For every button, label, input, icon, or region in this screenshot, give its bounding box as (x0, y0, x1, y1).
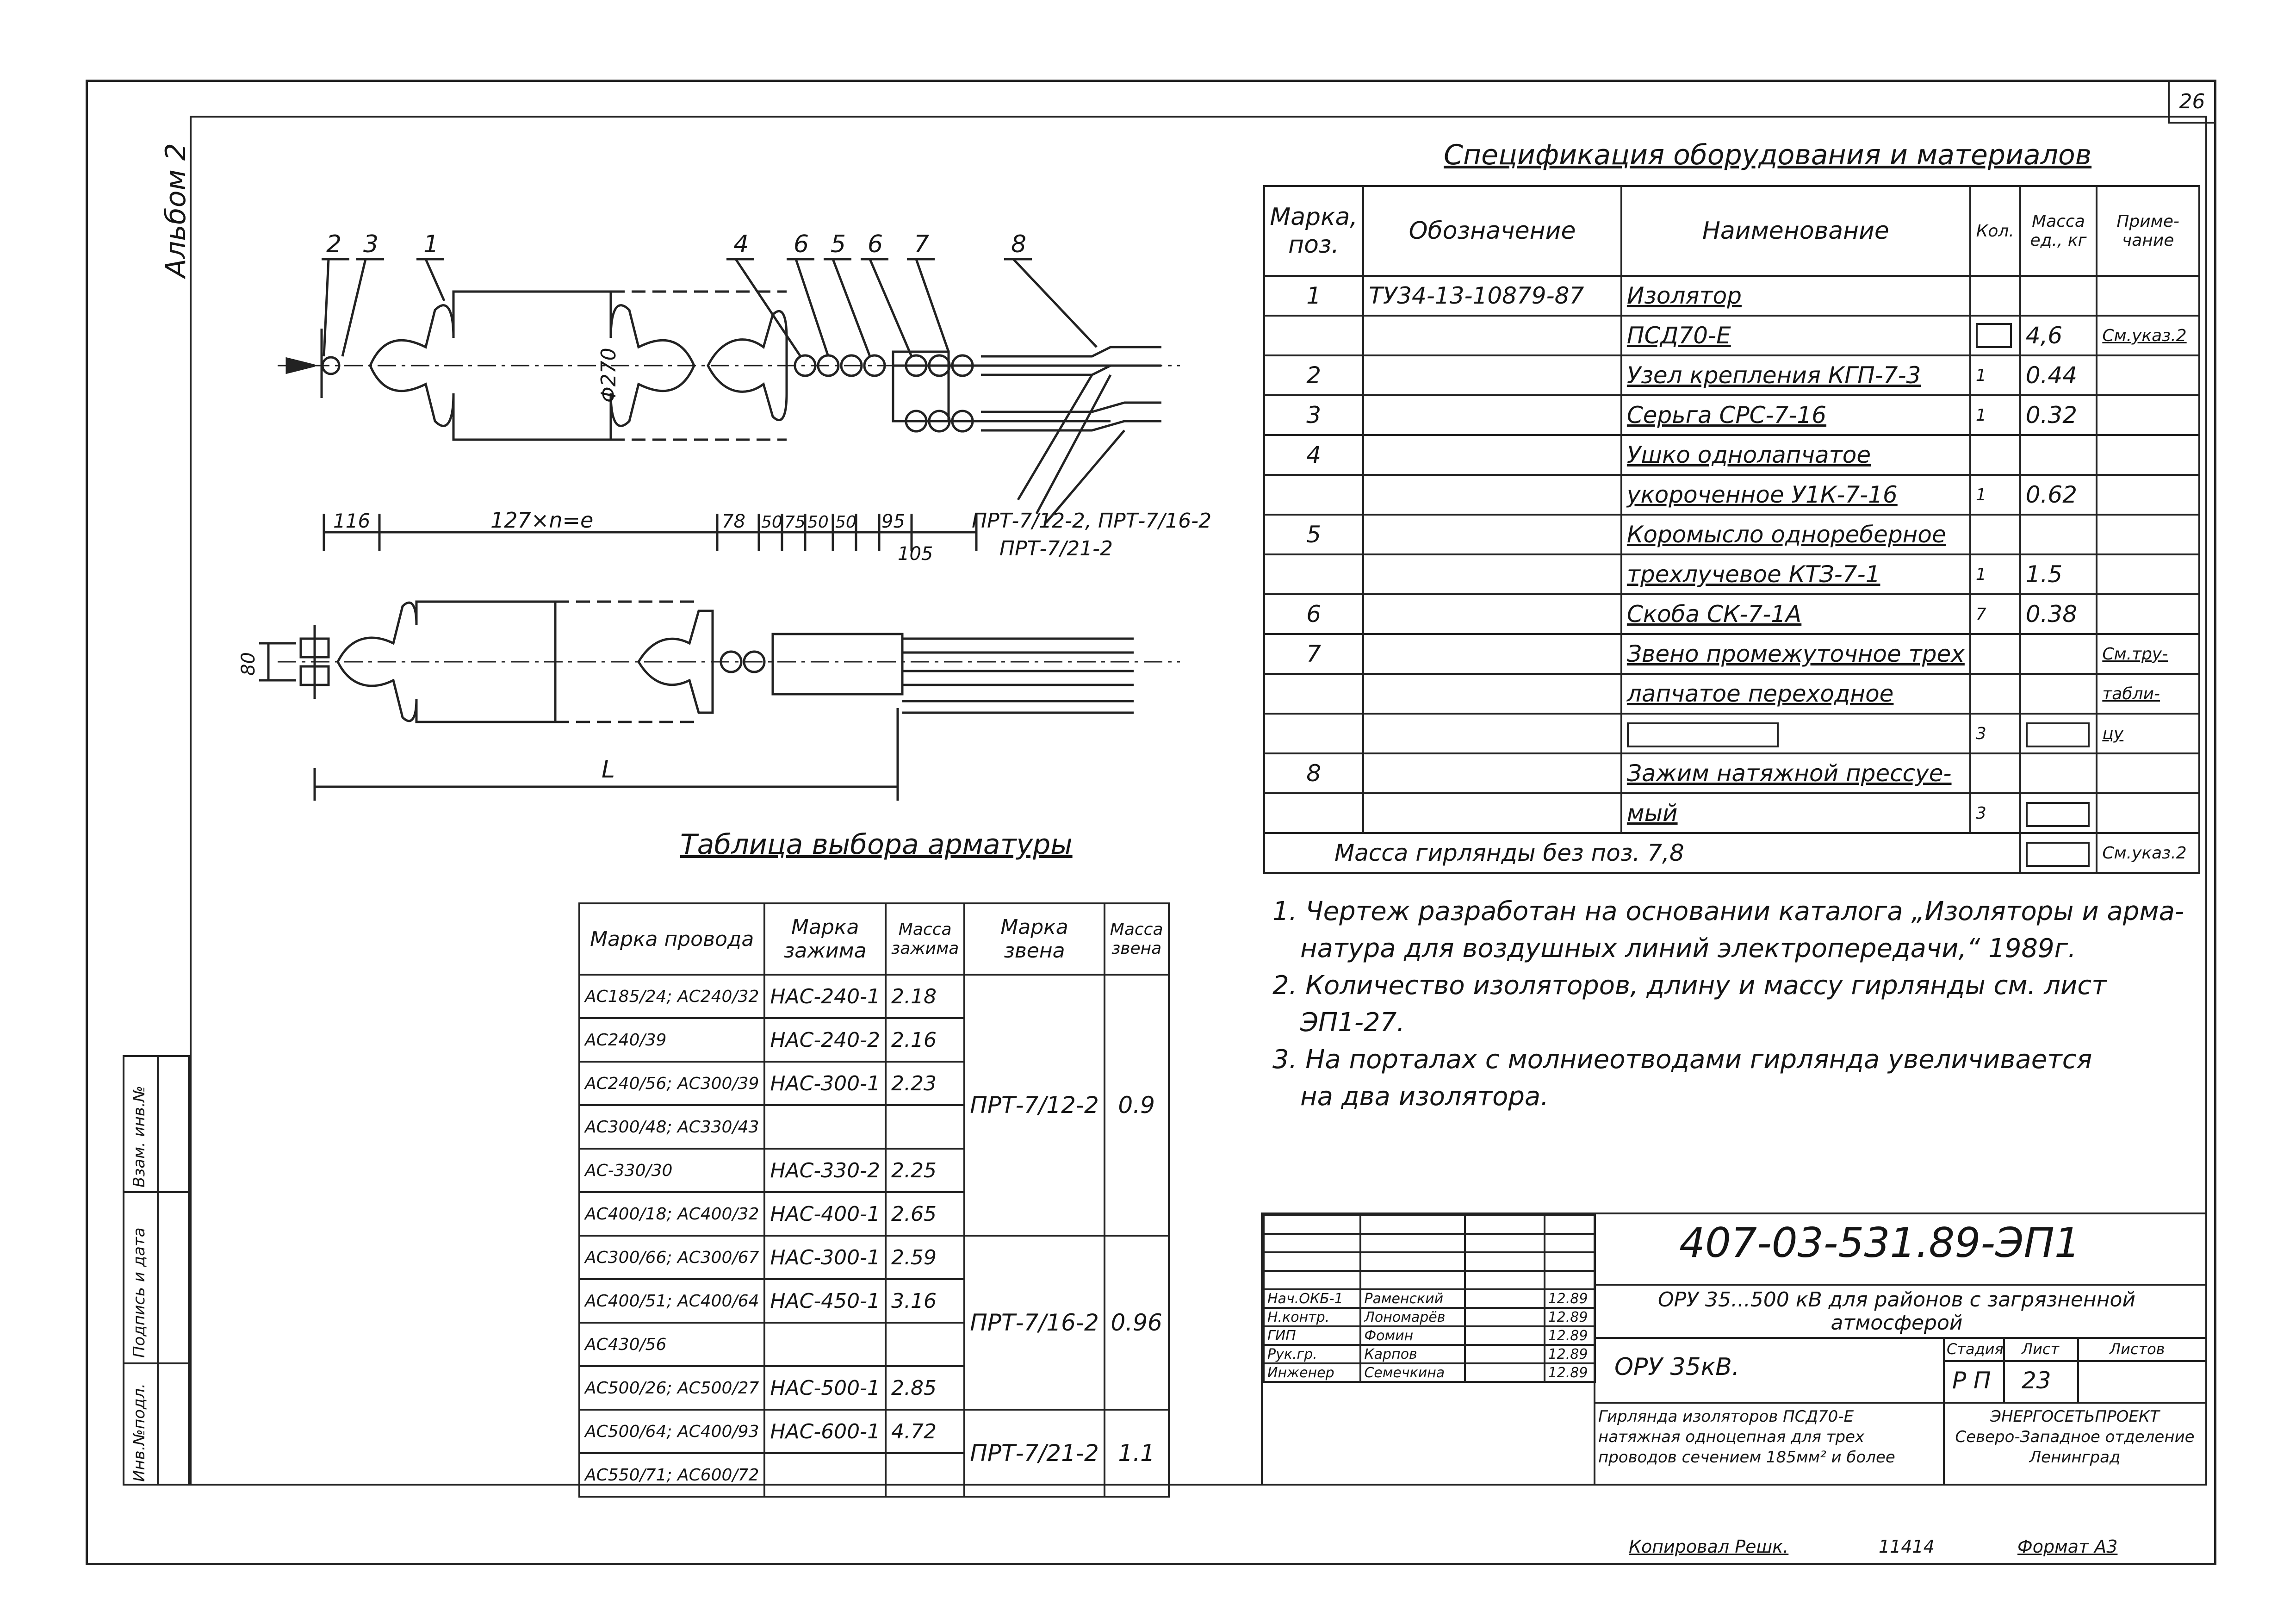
sheet-label: Лист (2022, 1340, 2060, 1358)
spec-cell-name: ПСД70-Е (1621, 316, 1970, 355)
spec-cell-note: цу (2097, 714, 2199, 753)
spec-cell-qty: 3 (1970, 793, 2020, 833)
selection-cell-clamp: НАС-600-1 (764, 1410, 886, 1453)
spec-cell-code (1363, 674, 1621, 714)
project-name: ОРУ 35...500 кВ для районов с загрязненной атмосферой (1658, 1288, 2135, 1335)
signatory-date: 12.89 (1545, 1363, 1595, 1382)
dim-116: 116 (333, 510, 371, 532)
spec-cell-qty (1970, 634, 2020, 674)
spec-cell-mass (2020, 634, 2097, 674)
callout-2: 2 (326, 230, 342, 258)
spec-cell-code (1363, 515, 1621, 554)
diameter-label: Φ270 (597, 348, 621, 403)
dim-95: 95 (881, 511, 905, 532)
signatory-signature (1465, 1345, 1545, 1363)
spec-row (1264, 435, 2199, 475)
spec-cell-mass: 4,6 (2020, 316, 2097, 355)
selection-header-row (579, 903, 1169, 975)
note-line: ЭП1-27. (1300, 1007, 1405, 1038)
selection-cell-clamp: НАС-500-1 (764, 1366, 886, 1410)
spec-cell-qty (1970, 515, 2020, 554)
spec-row (1264, 475, 2199, 515)
org-city: Ленинград (2029, 1448, 2121, 1467)
spec-cell-code: ТУ34-13-10879-87 (1363, 276, 1621, 316)
signatory-name: Семечкина (1360, 1363, 1464, 1382)
spec-cell-note (2097, 515, 2199, 554)
selection-cell-clamp (764, 1105, 886, 1149)
footer-num: 11414 (1879, 1536, 1935, 1557)
spec-cell-pos (1264, 554, 1363, 594)
note-line: 3. На порталах с молниеотводами гирлянда увеличивается (1272, 1045, 2092, 1075)
side-stamp-inv: Инв.№подл. (130, 1383, 149, 1482)
album-label: Альбом 2 (160, 143, 192, 278)
signatory-date: 12.89 (1545, 1345, 1595, 1363)
selection-cell-clamp: НАС-330-2 (764, 1149, 886, 1192)
note-line: на два изолятора. (1300, 1082, 1549, 1112)
signatory-signature (1465, 1289, 1545, 1308)
selection-cell-mass: 2.18 (886, 975, 964, 1018)
selection-header-clamp-mass: Масса зажима (886, 903, 964, 975)
spec-header-name: Наименование (1621, 186, 1970, 276)
selection-cell-wire: АС400/18; АС400/32 (579, 1192, 764, 1236)
signatory-date: 12.89 (1545, 1289, 1595, 1308)
selection-cell-clamp: НАС-240-2 (764, 1018, 886, 1062)
sheet-number: 26 (2168, 80, 2216, 124)
selection-cell-mass: 2.85 (886, 1366, 964, 1410)
spec-cell-code (1363, 355, 1621, 395)
title-block-people (1263, 1214, 1596, 1383)
selection-body (579, 975, 1169, 1497)
selection-cell-clamp: НАС-450-1 (764, 1279, 886, 1323)
dim-50b: 50 (807, 513, 829, 532)
selection-cell-wire: АС300/48; АС330/43 (579, 1105, 764, 1149)
spec-cell-qty: 1 (1970, 554, 2020, 594)
selection-cell-mass: 2.59 (886, 1236, 964, 1279)
organization (1948, 1406, 2202, 1468)
spec-cell-name: укороченное У1К-7-16 (1621, 475, 1970, 515)
spec-cell-pos (1264, 316, 1363, 355)
spec-row (1264, 316, 2199, 355)
stage-value: Р П (1952, 1367, 1991, 1394)
spec-row (1264, 276, 2199, 316)
spec-cell-note (2097, 276, 2199, 316)
spec-cell-mass: 0.62 (2020, 475, 2097, 515)
spec-cell-pos (1264, 475, 1363, 515)
signatory-role: Рук.гр. (1264, 1345, 1360, 1363)
selection-cell-mass: 3.16 (886, 1279, 964, 1323)
spec-cell-pos: 8 (1264, 753, 1363, 793)
blank-box (2026, 842, 2090, 867)
selection-cell-wire: АС240/39 (579, 1018, 764, 1062)
spec-cell-pos (1264, 793, 1363, 833)
spec-total-row (1264, 833, 2199, 873)
spec-row (1264, 515, 2199, 554)
spec-title: Спецификация оборудования и материалов (1444, 139, 2092, 171)
insulator-string-drawing (231, 199, 1286, 810)
spec-cell-mass: 0.38 (2020, 594, 2097, 634)
spec-cell-code (1363, 475, 1621, 515)
selection-link-name: ПРТ-7/16-2 (964, 1236, 1104, 1410)
callout-6b: 6 (868, 230, 883, 258)
spec-row (1264, 395, 2199, 435)
spec-cell-note: См.тру- (2097, 634, 2199, 674)
spec-cell-name: Узел крепления КГП-7-3 (1621, 355, 1970, 395)
spec-cell-mass (2020, 276, 2097, 316)
dim-50c: 50 (835, 513, 856, 532)
signatory-row (1264, 1289, 1595, 1308)
selection-cell-wire: АС430/56 (579, 1323, 764, 1366)
signatory-role: Нач.ОКБ-1 (1264, 1289, 1360, 1308)
signatory-role: Инженер (1264, 1363, 1360, 1382)
clamp-label-1: ПРТ-7/12-2, ПРТ-7/16-2 (972, 509, 1212, 533)
notes (1272, 893, 2189, 1115)
selection-header-wire: Марка провода (579, 903, 764, 975)
spec-cell-qty (1970, 316, 2020, 355)
spec-header-qty: Кол. (1970, 186, 2020, 276)
selection-cell-wire: АС550/71; АС600/72 (579, 1453, 764, 1497)
selection-header-link: Марка звена (964, 903, 1104, 975)
selection-cell-wire: АС-330/30 (579, 1149, 764, 1192)
spec-total-note: См.указ.2 (2097, 833, 2199, 873)
side-stamp-sign: Подпись и дата (130, 1227, 149, 1358)
spec-cell-qty: 1 (1970, 395, 2020, 435)
spec-cell-note (2097, 793, 2199, 833)
signatory-date: 12.89 (1545, 1326, 1595, 1345)
callout-6a: 6 (794, 230, 809, 258)
spec-cell-mass (2020, 793, 2097, 833)
blank-box (2026, 802, 2090, 827)
selection-cell-mass: 2.23 (886, 1062, 964, 1105)
spec-header-note: Приме- чание (2097, 186, 2199, 276)
spec-cell-code (1363, 634, 1621, 674)
spec-cell-mass: 0.32 (2020, 395, 2097, 435)
blank-box (2026, 722, 2090, 747)
sheets-label: Листов (2110, 1340, 2165, 1358)
spec-cell-mass (2020, 674, 2097, 714)
spec-cell-name: Скоба СК-7-1А (1621, 594, 1970, 634)
callout-1: 1 (423, 230, 439, 258)
spec-row (1264, 714, 2199, 753)
org-branch: Северо-Западное отделение (1955, 1428, 2195, 1446)
spec-cell-note (2097, 355, 2199, 395)
stage-label: Стадия (1947, 1340, 2004, 1358)
footer-copied: Копировал Решк. (1629, 1536, 1789, 1557)
selection-title: Таблица выбора арматуры (680, 828, 1073, 861)
spec-cell-name: Ушко однолапчатое (1621, 435, 1970, 475)
signatory-name: Фомин (1360, 1326, 1464, 1345)
spec-header-row (1264, 186, 2199, 276)
dim-75: 75 (784, 513, 806, 532)
selection-cell-wire: АС400/51; АС400/64 (579, 1279, 764, 1323)
spec-cell-name: Звено промежуточное трех (1621, 634, 1970, 674)
spec-row (1264, 793, 2199, 833)
signatory-role: Н.контр. (1264, 1308, 1360, 1326)
spec-cell-qty: 1 (1970, 355, 2020, 395)
signatory-signature (1465, 1308, 1545, 1326)
selection-link-mass: 0.96 (1105, 1236, 1169, 1410)
spec-cell-pos (1264, 674, 1363, 714)
spec-cell-code (1363, 793, 1621, 833)
spec-total-label: Масса гирлянды без поз. 7,8 (1264, 833, 2020, 873)
spec-cell-note (2097, 554, 2199, 594)
dim-105: 105 (898, 543, 933, 565)
spec-cell-name: Изолятор (1621, 276, 1970, 316)
spec-header-pos: Марка, поз. (1264, 186, 1363, 276)
spec-cell-code (1363, 714, 1621, 753)
spec-header-mass: Масса ед., кг (2020, 186, 2097, 276)
selection-link-name: ПРТ-7/12-2 (964, 975, 1104, 1236)
spec-cell-mass (2020, 714, 2097, 753)
side-stamp-replace: Взам. инв.№ (130, 1085, 149, 1188)
signatory-role: ГИП (1264, 1326, 1360, 1345)
selection-cell-mass (886, 1323, 964, 1366)
spec-cell-pos: 7 (1264, 634, 1363, 674)
spec-row (1264, 355, 2199, 395)
doc-code: 407-03-531.89-ЭП1 (1679, 1219, 2080, 1267)
spec-cell-name: мый (1621, 793, 1970, 833)
signatory-name: Карпов (1360, 1345, 1464, 1363)
spec-header-code: Обозначение (1363, 186, 1621, 276)
dim-78: 78 (722, 511, 745, 532)
spec-cell-code (1363, 395, 1621, 435)
spec-cell-note: См.указ.2 (2097, 316, 2199, 355)
selection-link-mass: 1.1 (1105, 1410, 1169, 1497)
spec-cell-name: Зажим натяжной прессуе- (1621, 753, 1970, 793)
spec-cell-code (1363, 594, 1621, 634)
spec-cell-mass (2020, 753, 2097, 793)
spec-cell-note (2097, 475, 2199, 515)
selection-cell-mass (886, 1105, 964, 1149)
selection-cell-clamp: НАС-300-1 (764, 1236, 886, 1279)
selection-cell-clamp (764, 1453, 886, 1497)
signatory-date: 12.89 (1545, 1308, 1595, 1326)
spec-cell-code (1363, 316, 1621, 355)
dim-80: 80 (238, 652, 259, 676)
selection-cell-wire: АС185/24; АС240/32 (579, 975, 764, 1018)
spec-cell-mass: 0.44 (2020, 355, 2097, 395)
dim-50a: 50 (761, 513, 782, 532)
spec-cell-qty: 1 (1970, 475, 2020, 515)
footer-format: Формат А3 (2017, 1536, 2118, 1557)
spec-cell-mass (2020, 515, 2097, 554)
signatory-row (1264, 1308, 1595, 1326)
spec-cell-pos: 5 (1264, 515, 1363, 554)
spec-cell-pos: 6 (1264, 594, 1363, 634)
signatory-signature (1465, 1326, 1545, 1345)
selection-link-name: ПРТ-7/21-2 (964, 1410, 1104, 1497)
spec-cell-code (1363, 435, 1621, 475)
object-name: ОРУ 35кВ. (1614, 1353, 1740, 1381)
selection-cell-wire: АС500/26; АС500/27 (579, 1366, 764, 1410)
selection-cell-mass: 4.72 (886, 1410, 964, 1453)
sheet-value: 23 (2022, 1367, 2051, 1394)
selection-cell-mass (886, 1453, 964, 1497)
spec-cell-name: лапчатое переходное (1621, 674, 1970, 714)
spec-cell-name: Коромысло однореберное (1621, 515, 1970, 554)
spec-cell-note (2097, 753, 2199, 793)
selection-cell-clamp: НАС-400-1 (764, 1192, 886, 1236)
blank-box (1976, 323, 2012, 348)
signatory-signature (1465, 1363, 1545, 1382)
spec-cell-note (2097, 435, 2199, 475)
selection-row (579, 1236, 1169, 1279)
spec-cell-pos: 1 (1264, 276, 1363, 316)
spec-cell-name (1621, 714, 1970, 753)
spec-cell-qty (1970, 435, 2020, 475)
selection-cell-wire: АС500/64; АС400/93 (579, 1410, 764, 1453)
callout-5: 5 (831, 230, 846, 258)
selection-link-mass: 0.9 (1105, 975, 1169, 1236)
selection-header-link-mass: Масса звена (1105, 903, 1169, 975)
spec-cell-pos: 3 (1264, 395, 1363, 435)
spec-cell-note (2097, 395, 2199, 435)
dim-127n: 127×n=e (490, 508, 594, 533)
spec-cell-pos: 2 (1264, 355, 1363, 395)
spec-row (1264, 753, 2199, 793)
clamp-label-2: ПРТ-7/21-2 (999, 537, 1113, 560)
spec-row (1264, 554, 2199, 594)
selection-row (579, 1410, 1169, 1453)
title-block (1261, 1213, 2207, 1486)
selection-cell-mass: 2.25 (886, 1149, 964, 1192)
spec-cell-qty (1970, 674, 2020, 714)
callout-7: 7 (914, 230, 930, 258)
selection-cell-wire: АС300/66; АС300/67 (579, 1236, 764, 1279)
selection-cell-clamp (764, 1323, 886, 1366)
spec-row (1264, 674, 2199, 714)
spec-cell-pos (1264, 714, 1363, 753)
spec-cell-pos: 4 (1264, 435, 1363, 475)
selection-header-clamp: Марка зажима (764, 903, 886, 975)
signatory-row (1264, 1326, 1595, 1345)
signatory-name: Раменский (1360, 1289, 1464, 1308)
note-line: 1. Чертеж разработан на основании каталога „Изоляторы и арма- (1272, 896, 2184, 927)
note-line: натура для воздушных линий электропередачи,“ 1989г. (1300, 933, 2076, 964)
selection-cell-clamp: НАС-300-1 (764, 1062, 886, 1105)
spec-cell-name: трехлучевое КТЗ-7-1 (1621, 554, 1970, 594)
spec-total-mass (2020, 833, 2097, 873)
callout-4: 4 (733, 230, 749, 258)
selection-table (578, 902, 1170, 1498)
spec-cell-qty (1970, 276, 2020, 316)
callout-8: 8 (1011, 230, 1027, 258)
spec-body (1264, 276, 2199, 833)
selection-row (579, 975, 1169, 1018)
org-name: ЭНЕРГОСЕТЬПРОЕКТ (1990, 1407, 2159, 1426)
selection-cell-clamp: НАС-240-1 (764, 975, 886, 1018)
spec-table (1263, 185, 2200, 874)
selection-cell-wire: АС240/56; АС300/39 (579, 1062, 764, 1105)
callout-3: 3 (363, 230, 379, 258)
sheet-description: Гирлянда изоляторов ПСД70-Е натяжная одноцепная для трех проводов сечением 185мм² и более (1598, 1407, 1895, 1467)
signatory-name: Лономарёв (1360, 1308, 1464, 1326)
selection-cell-mass: 2.65 (886, 1192, 964, 1236)
selection-cell-mass: 2.16 (886, 1018, 964, 1062)
spec-row (1264, 594, 2199, 634)
spec-cell-mass: 1.5 (2020, 554, 2097, 594)
spec-cell-qty (1970, 753, 2020, 793)
note-line: 2. Количество изоляторов, длину и массу гирлянды см. лист (1272, 970, 2107, 1001)
spec-cell-note: табли- (2097, 674, 2199, 714)
spec-cell-name: Серьга СРС-7-16 (1621, 395, 1970, 435)
dim-L: L (602, 756, 615, 784)
spec-cell-code (1363, 554, 1621, 594)
spec-cell-qty: 3 (1970, 714, 2020, 753)
side-stamp (123, 1055, 190, 1486)
spec-cell-code (1363, 753, 1621, 793)
spec-row (1264, 634, 2199, 674)
spec-cell-qty: 7 (1970, 594, 2020, 634)
signatory-row (1264, 1363, 1595, 1382)
spec-cell-mass (2020, 435, 2097, 475)
blank-box (1627, 722, 1779, 747)
spec-cell-note (2097, 594, 2199, 634)
signatory-row (1264, 1345, 1595, 1363)
